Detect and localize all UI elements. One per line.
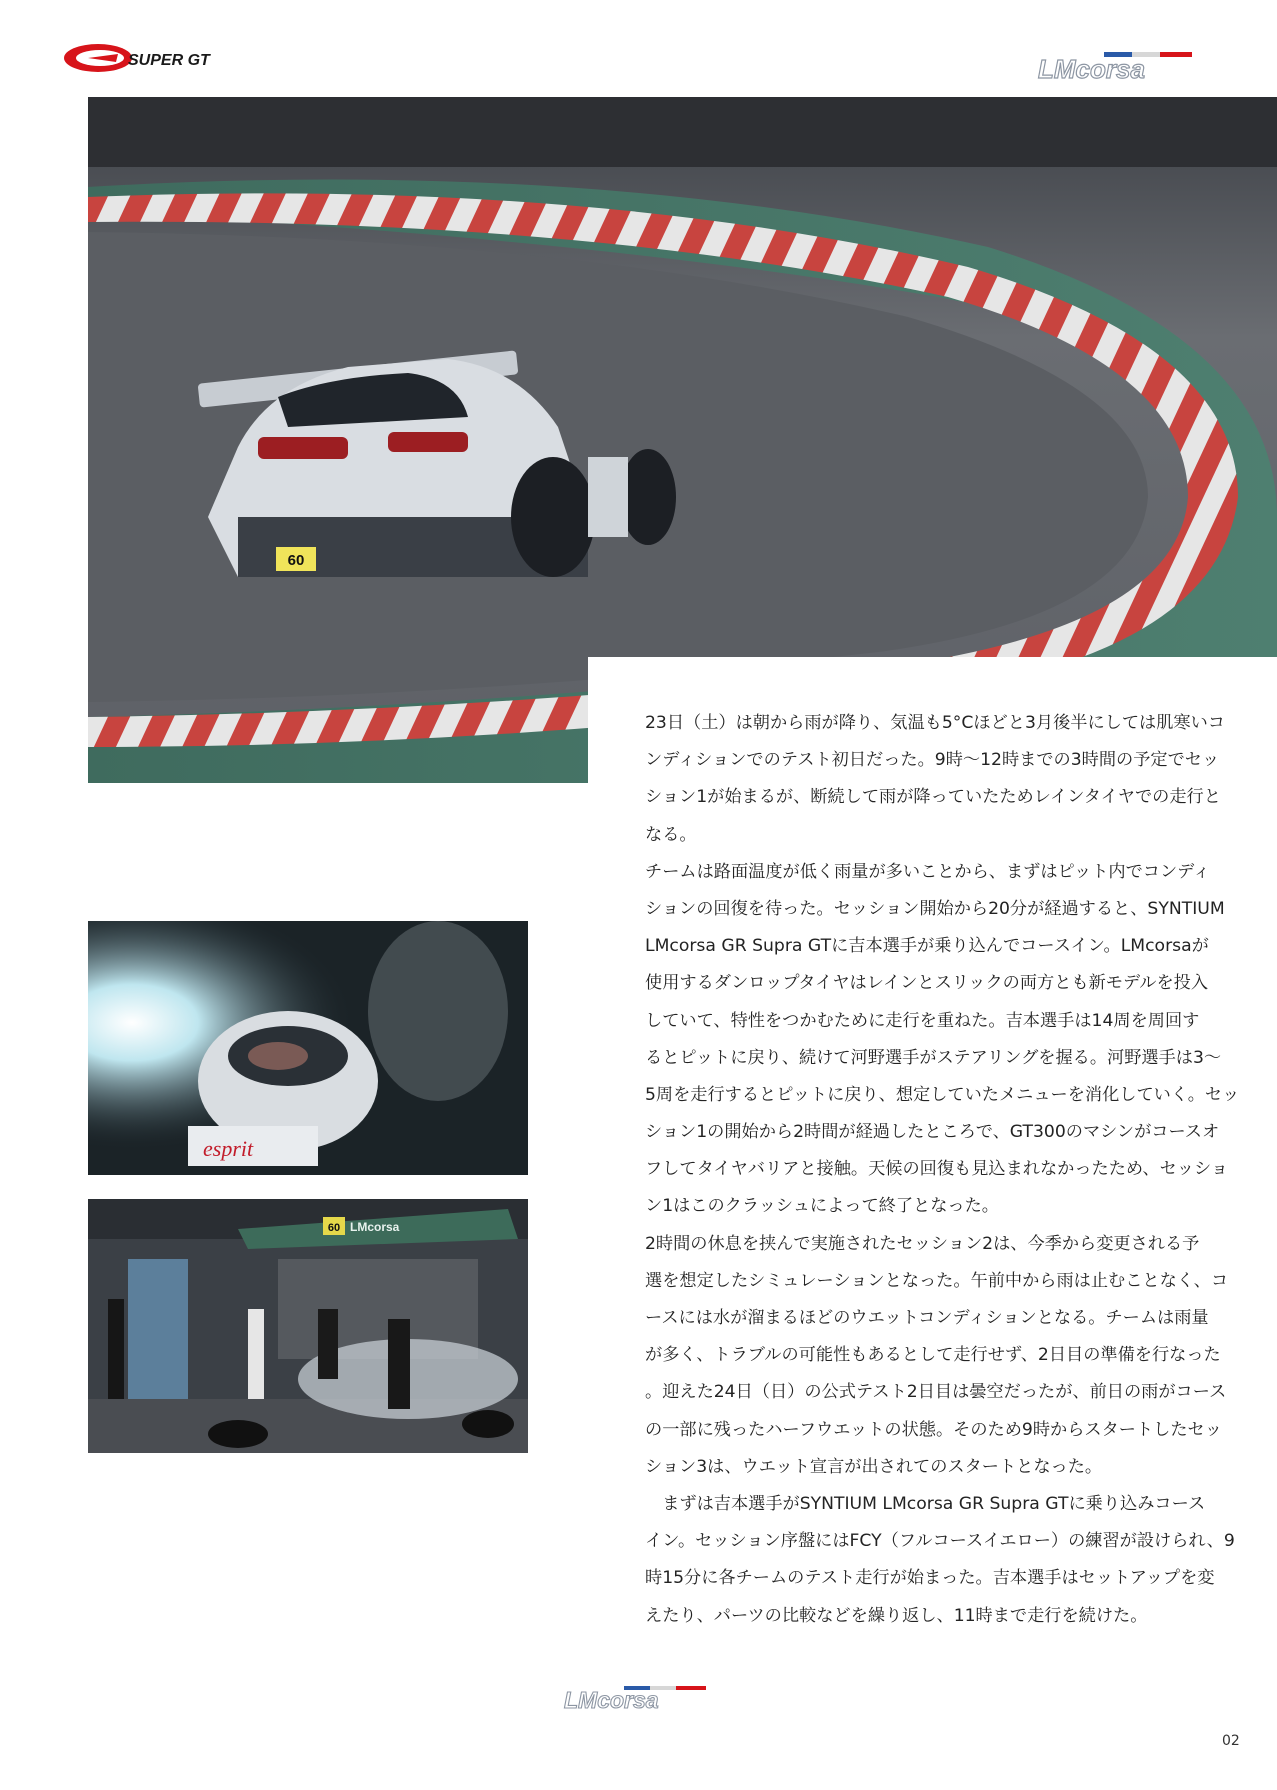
article-line: 23日（土）は朝から雨が降り、気温も5°Cほどと3月後半にしては肌寒いコ xyxy=(645,713,1225,733)
article-line: 使用するダンロップタイヤはレインとスリックの両方とも新モデルを投入 xyxy=(645,973,1209,994)
article-line: チームは路面温度が低く雨量が多いことから、まずはピット内でコンディ xyxy=(645,861,1211,882)
article-line: まずは吉本選手がSYNTIUM LMcorsa GR Supra GTに乗り込みコース xyxy=(645,1493,1206,1514)
page-number: 02 xyxy=(1222,1733,1240,1749)
article-line: ションの回復を待った。セッション開始から20分が経過すると、SYNTIUM xyxy=(645,898,1225,919)
article-line: 。迎えた24日（日）の公式テスト2日目は曇空だったが、前日の雨がコース xyxy=(645,1382,1227,1403)
article-line: 時15分に各チームのテスト走行が始まった。吉本選手はセットアップを変 xyxy=(645,1568,1215,1589)
article-line: ション1の開始から2時間が経過したところで、GT300のマシンがコースオ xyxy=(645,1122,1220,1143)
article-line: ション3は、ウエット宣言が出されてのスタートとなった。 xyxy=(645,1456,1103,1477)
article-line: していて、特性をつかむために走行を重ねた。吉本選手は14周を周回す xyxy=(645,1010,1200,1031)
lmcorsa-header-logo xyxy=(1034,48,1204,82)
article-text-box xyxy=(588,657,1277,1657)
article-line: ンディションでのテスト初日だった。9時〜12時までの3時間の予定でセッ xyxy=(645,750,1220,771)
pit-banner-brand: LMcorsa xyxy=(350,1220,400,1234)
article-line: が多く、トラブルの可能性もあるとして走行せず、2日目の準備を行なった xyxy=(645,1345,1221,1366)
article-line: ション1が始まるが、断続して雨が降っていたためレインタイヤでの走行と xyxy=(645,787,1221,808)
hero-car-number: 60 xyxy=(287,552,305,569)
article-line: フしてタイヤバリアと接触。天候の回復も見込まれなかったため、セッショ xyxy=(645,1159,1229,1180)
pit-stop-photo xyxy=(88,1199,528,1453)
article-line: の一部に残ったハーフウエットの状態。そのため9時からスタートしたセッ xyxy=(645,1419,1222,1440)
svg-text:LMcorsa: LMcorsa xyxy=(1038,54,1145,82)
article-line: LMcorsa GR Supra GTに吉本選手が乗り込んでコースイン。LMcorsaが xyxy=(645,936,1209,957)
article-line: ースには水が溜まるほどのウエットコンディションとなる。チームは雨量 xyxy=(645,1308,1209,1328)
article-line: なる。 xyxy=(645,824,697,845)
article-line: えたり、パーツの比較などを繰り返し、11時まで走行を続けた。 xyxy=(645,1605,1148,1626)
pit-banner-number: 60 xyxy=(327,1222,341,1234)
lmcorsa-footer-logo xyxy=(560,1683,720,1711)
article-line: ン1はこのクラッシュによって終了となった。 xyxy=(645,1196,999,1217)
svg-text:esprit: esprit xyxy=(203,1136,254,1161)
svg-text:LMcorsa: LMcorsa xyxy=(564,1687,659,1711)
article-line: イン。セッション序盤にはFCY（フルコースイエロー）の練習が設けられ、9 xyxy=(645,1531,1235,1552)
svg-text:SUPER GT: SUPER GT xyxy=(128,52,210,69)
article-line: 5周を走行するとピットに戻り、想定していたメニューを消化していく。セッ xyxy=(645,1084,1240,1105)
article-line: 選を想定したシミュレーションとなった。午前中から雨は止むことなく、コ xyxy=(645,1270,1229,1291)
driver-cockpit-photo xyxy=(88,921,528,1175)
article-body xyxy=(645,705,1240,1635)
super-gt-logo xyxy=(58,40,258,76)
article-line: 2時間の休息を挟んで実施されたセッション2は、今季から変更される予 xyxy=(645,1233,1200,1254)
article-line: るとピットに戻り、続けて河野選手がステアリングを握る。河野選手は3〜 xyxy=(645,1047,1222,1068)
